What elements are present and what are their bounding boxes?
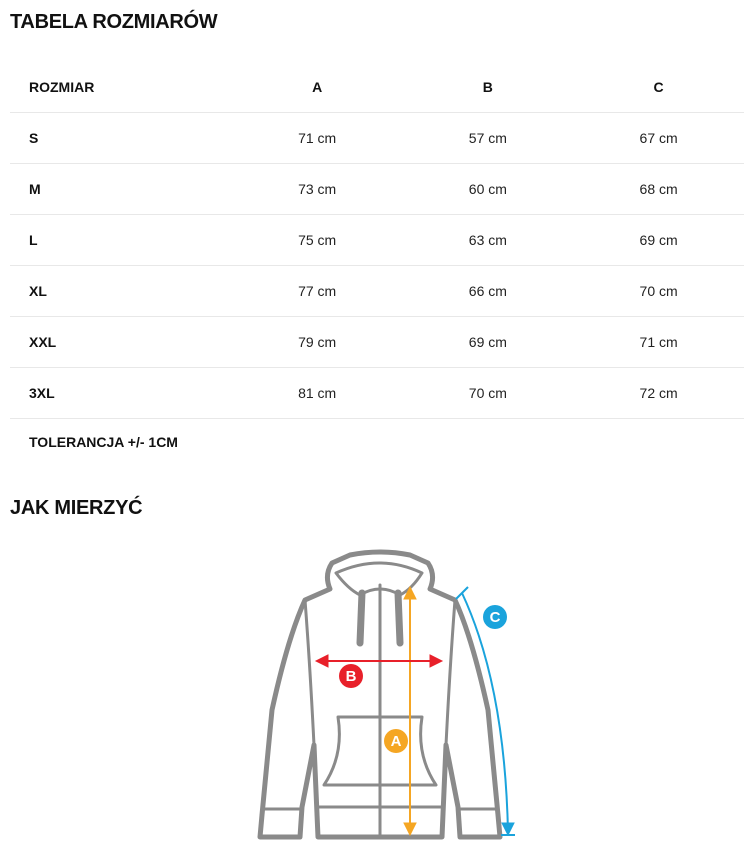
table-row <box>10 317 744 368</box>
table-row <box>10 368 744 419</box>
table-row <box>10 113 744 164</box>
measure-a: 81 cm <box>232 368 403 419</box>
badge-b-label: B <box>345 668 357 685</box>
size-label: L <box>10 215 232 266</box>
measure-c: 68 cm <box>573 164 744 215</box>
size-label: XXL <box>10 317 232 368</box>
measure-b: 60 cm <box>403 164 574 215</box>
measure-c: 71 cm <box>573 317 744 368</box>
sleeve-seam-left <box>305 600 314 745</box>
hoodie-outline-icon <box>260 552 500 837</box>
tolerance-row <box>10 419 744 466</box>
measure-a: 71 cm <box>232 113 403 164</box>
drawstring-right <box>398 593 400 643</box>
table-row <box>10 164 744 215</box>
table-row <box>10 266 744 317</box>
column-header-a: A <box>232 62 403 113</box>
column-header-c: C <box>573 62 744 113</box>
column-header-b: B <box>403 62 574 113</box>
arrow-b-head-left <box>316 655 328 667</box>
hoodie-measurement-diagram <box>250 545 540 845</box>
arrow-c-tick-top <box>456 587 468 599</box>
badge-c-label: C <box>489 609 501 626</box>
table-row <box>10 215 744 266</box>
badge-a-label: A <box>390 733 402 750</box>
sleeve-seam-right <box>446 600 455 745</box>
measure-c: 70 cm <box>573 266 744 317</box>
measure-b: 66 cm <box>403 266 574 317</box>
measure-a: 77 cm <box>232 266 403 317</box>
size-table <box>10 62 744 465</box>
size-label: S <box>10 113 232 164</box>
drawstring-left <box>360 593 362 643</box>
arrow-c-head-bottom <box>502 823 514 835</box>
measure-a: 73 cm <box>232 164 403 215</box>
measure-c: 67 cm <box>573 113 744 164</box>
size-label: 3XL <box>10 368 232 419</box>
size-label: M <box>10 164 232 215</box>
size-label: XL <box>10 266 232 317</box>
how-to-measure-title: JAK MIERZYĆ <box>10 497 143 519</box>
measure-a: 75 cm <box>232 215 403 266</box>
measure-a: 79 cm <box>232 317 403 368</box>
column-header-size: ROZMIAR <box>10 62 232 113</box>
measure-c: 72 cm <box>573 368 744 419</box>
arrow-b-head-right <box>430 655 442 667</box>
tolerance-note: TOLERANCJA +/- 1CM <box>29 434 178 450</box>
size-table-title: TABELA ROZMIARÓW <box>10 11 218 33</box>
arrow-a-head-bottom <box>404 823 416 835</box>
measure-c: 69 cm <box>573 215 744 266</box>
measure-b: 57 cm <box>403 113 574 164</box>
measure-b: 70 cm <box>403 368 574 419</box>
measure-b: 63 cm <box>403 215 574 266</box>
measure-b: 69 cm <box>403 317 574 368</box>
size-table-header-row <box>10 62 744 113</box>
